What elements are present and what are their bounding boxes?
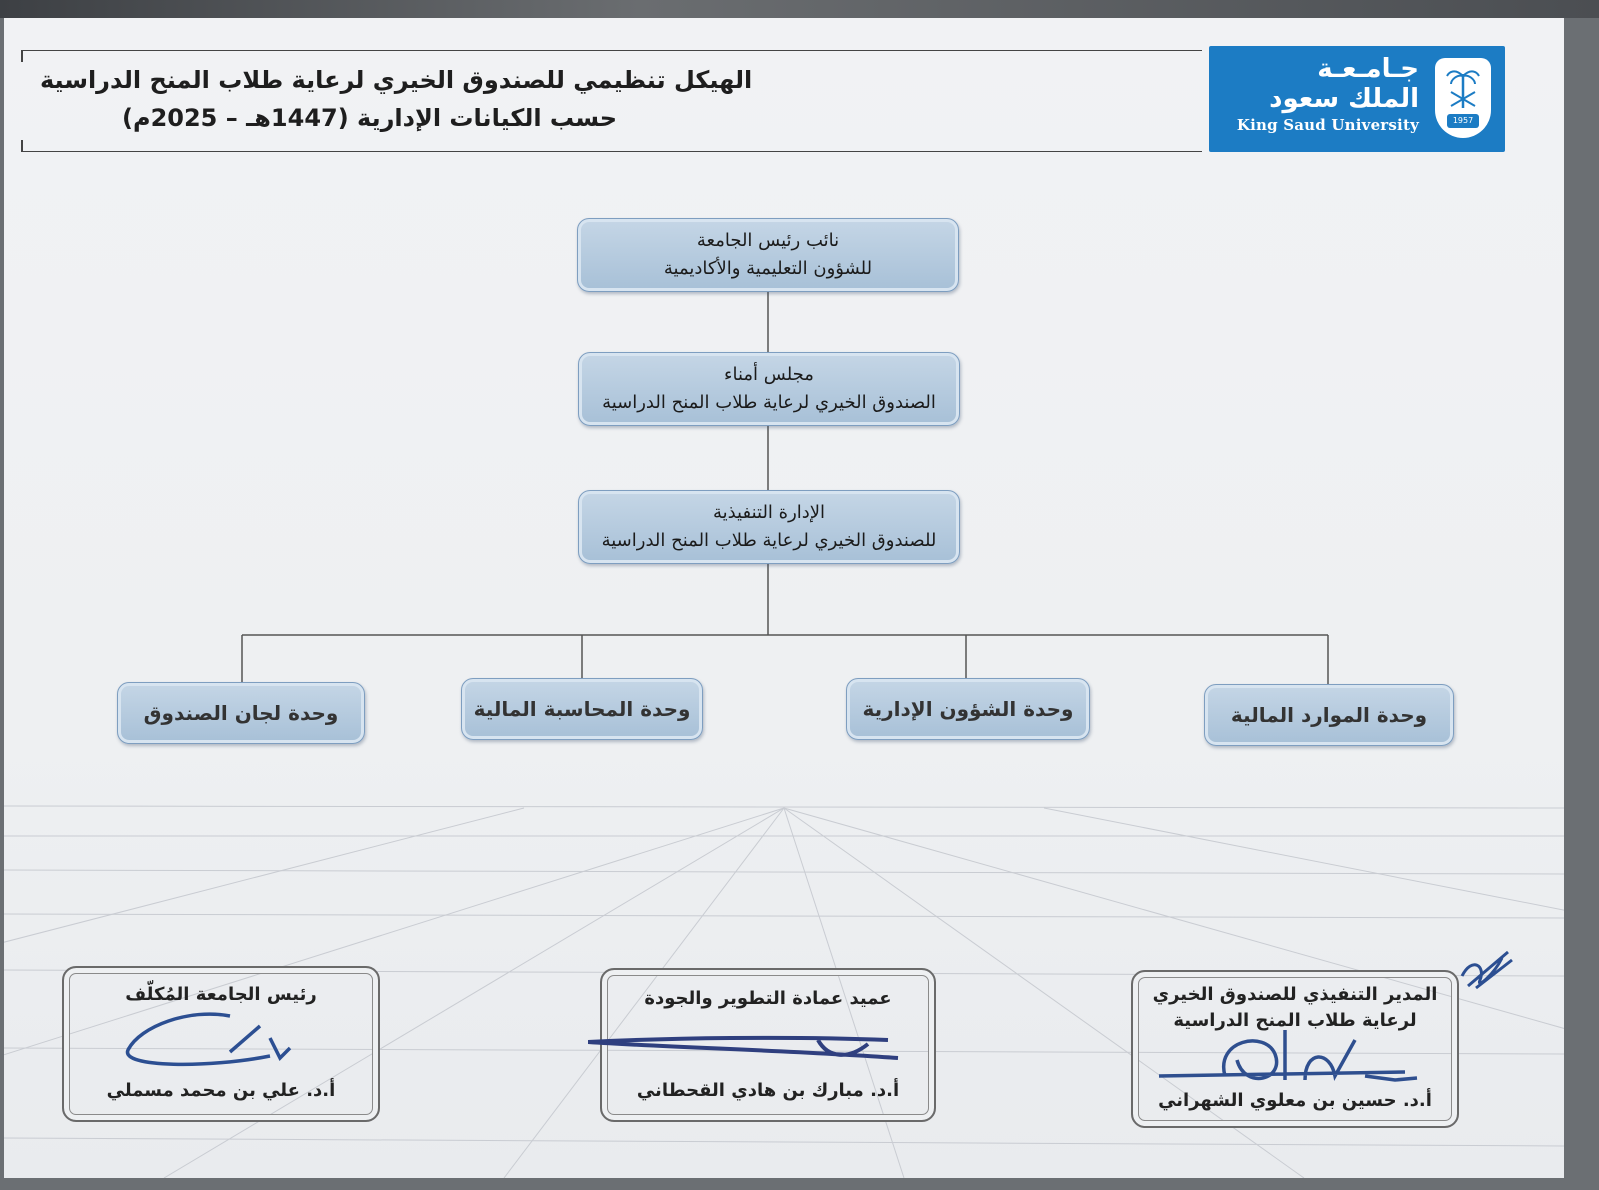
handwritten-signature-right bbox=[1155, 1020, 1435, 1100]
org-box-executive-management: الإدارة التنفيذية للصندوق الخيري لرعاية طلاب المنح الدراسية bbox=[578, 490, 960, 564]
org-box-unit-administrative-affairs: وحدة الشؤون الإدارية bbox=[846, 678, 1090, 740]
logo-arabic-name: جـامـعـة الملك سعود bbox=[1269, 54, 1419, 114]
signature-block-university-president: رئيس الجامعة المُكلّف أ.د. علي بن محمد مسملي bbox=[62, 966, 380, 1122]
org-box-vice-president: نائب رئيس الجامعة للشؤون التعليمية والأكاديمية bbox=[577, 218, 959, 292]
org-box-unit-financial-resources: وحدة الموارد المالية bbox=[1204, 684, 1454, 746]
handwritten-signature-left bbox=[120, 1008, 300, 1078]
page-subtitle: حسب الكيانات الإدارية (1447هـ – 2025م) bbox=[122, 104, 618, 132]
logo-english-name: King Saud University bbox=[1236, 116, 1419, 134]
emblem-year: 1957 bbox=[1447, 114, 1479, 128]
handwritten-initials bbox=[1458, 946, 1514, 996]
org-box-unit-financial-accounting: وحدة المحاسبة المالية bbox=[461, 678, 703, 740]
handwritten-signature-center bbox=[588, 1028, 928, 1068]
org-box-board-of-trustees: مجلس أمناء الصندوق الخيري لرعاية طلاب المنح الدراسية bbox=[578, 352, 960, 426]
signature-block-dean-development: عميد عمادة التطوير والجودة أ.د. مبارك بن هادي القحطاني bbox=[600, 968, 936, 1122]
page-title: الهيكل تنظيمي للصندوق الخيري لرعاية طلاب المنح الدراسية bbox=[40, 66, 753, 94]
signature-block-executive-director: المدير التنفيذي للصندوق الخيري لرعاية طلاب المنح الدراسية أ.د. حسين بن معلوي الشهراني bbox=[1131, 970, 1459, 1128]
document-page bbox=[4, 18, 1564, 1178]
photo-background-edge bbox=[0, 0, 1599, 18]
org-box-unit-fund-committees: وحدة لجان الصندوق bbox=[117, 682, 365, 744]
